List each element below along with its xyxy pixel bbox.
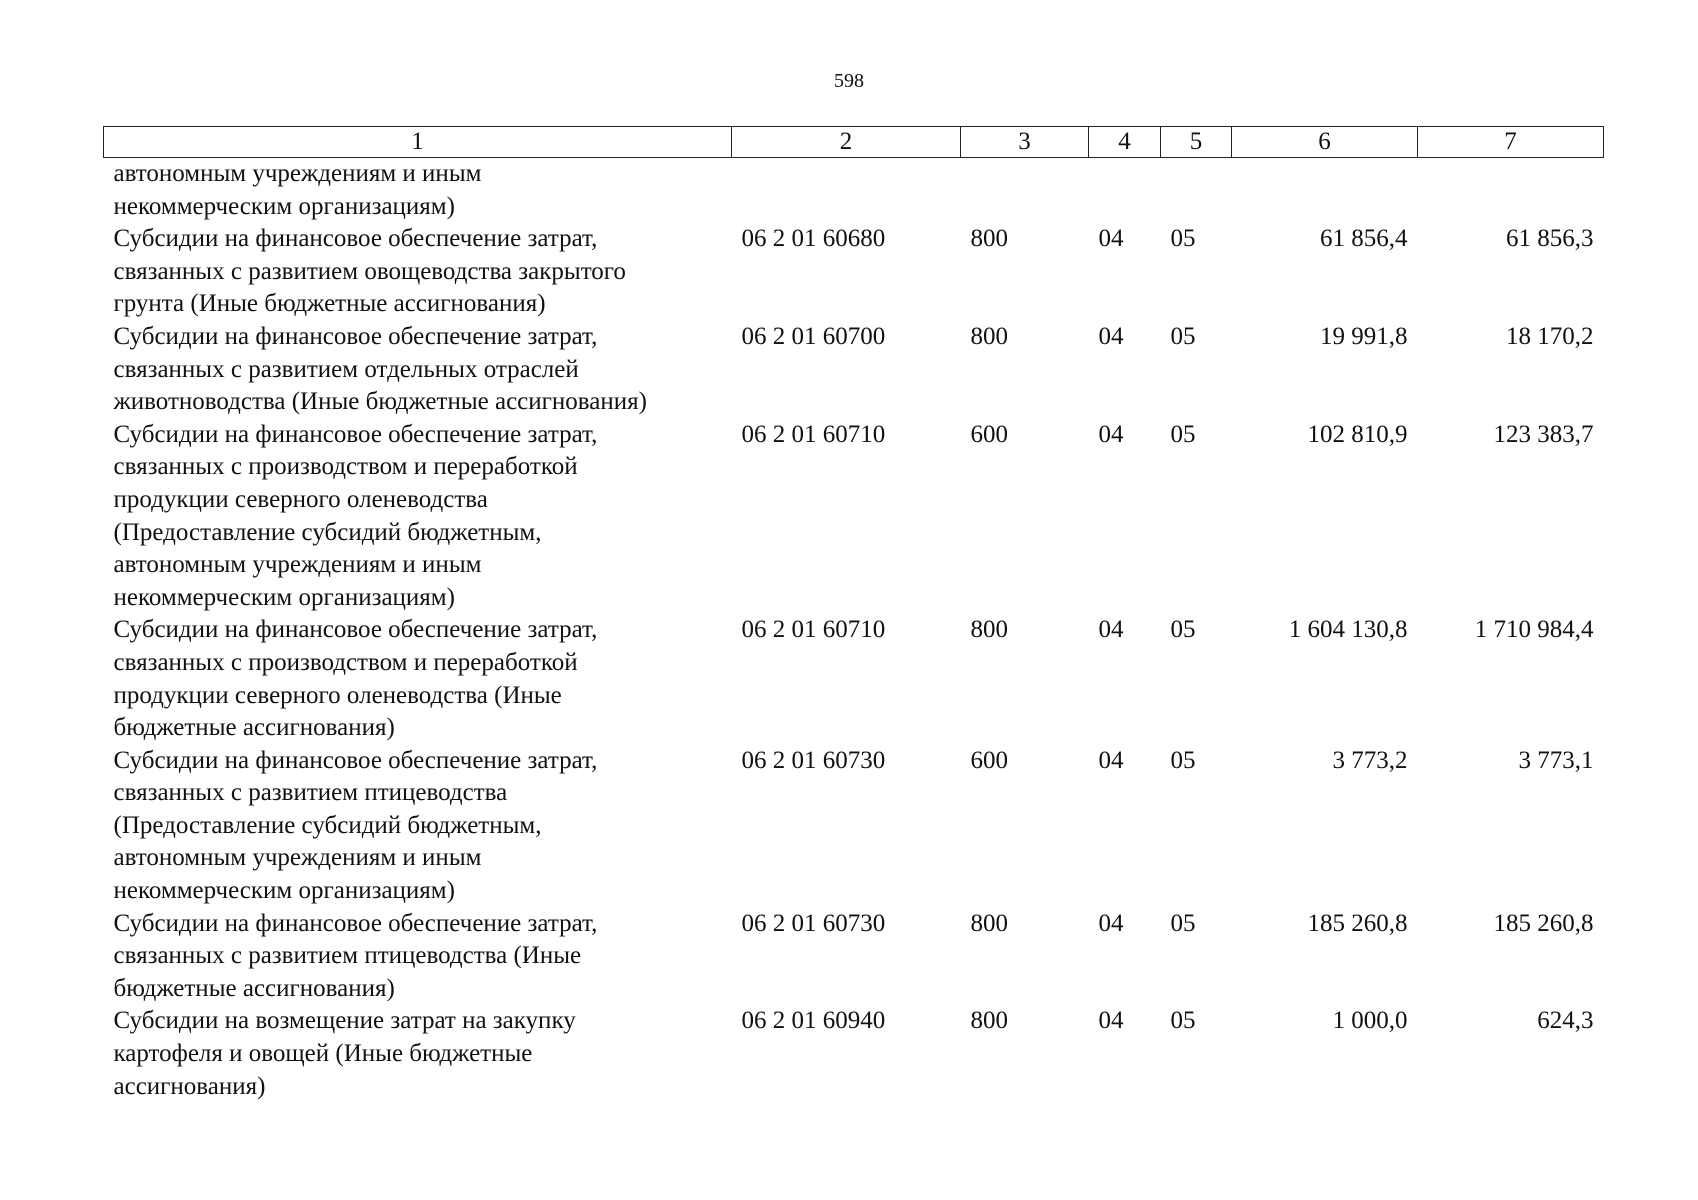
- row-name: Субсидии на финансовое обеспечение затрат, связанных с развитием отдельных отраслей животноводства (Иные бюджетные ассигнования): [113, 322, 647, 416]
- row-target-article: 06 2 01 60730: [741, 909, 886, 937]
- row-expense-type: 800: [970, 225, 1008, 253]
- row-section: 04: [1098, 322, 1124, 350]
- row-target-article: [732, 158, 961, 224]
- table-row: [104, 158, 1604, 224]
- table-row: [104, 419, 1604, 615]
- row-expense-type: [961, 158, 1089, 224]
- row-target-article: 06 2 01 60710: [741, 420, 886, 448]
- header-row: [104, 127, 1604, 158]
- row-section: 04: [1098, 420, 1124, 448]
- row-sum-2: 185 260,8: [1493, 909, 1594, 937]
- row-sum-1: [1232, 158, 1418, 224]
- row-sum-1: 3 773,2: [1332, 746, 1408, 774]
- row-section: [1089, 158, 1161, 224]
- row-sum-1: 102 810,9: [1307, 420, 1408, 448]
- row-subsection: 05: [1170, 746, 1196, 774]
- table-row: [104, 1005, 1604, 1103]
- row-section: 04: [1098, 746, 1124, 774]
- column-header-3: 3: [961, 127, 1089, 158]
- row-sum-2: 3 773,1: [1518, 746, 1594, 774]
- column-header-2: 2: [732, 127, 961, 158]
- row-sum-2: 624,3: [1537, 1007, 1594, 1035]
- row-subsection: 05: [1170, 1007, 1196, 1035]
- row-name: Субсидии на возмещение затрат на закупку картофеля и овощей (Иные бюджетные ассигнования): [113, 1007, 576, 1100]
- row-sum-1: 1 604 130,8: [1288, 616, 1408, 644]
- table-row: [104, 223, 1604, 321]
- row-subsection: 05: [1170, 322, 1196, 350]
- row-section: 04: [1098, 909, 1124, 937]
- row-sum-1: 1 000,0: [1332, 1007, 1408, 1035]
- row-target-article: 06 2 01 60680: [741, 225, 886, 253]
- table-row: [104, 614, 1604, 744]
- row-subsection: 05: [1170, 909, 1196, 937]
- row-sum-1: 19 991,8: [1320, 322, 1408, 350]
- row-target-article: 06 2 01 60700: [741, 322, 886, 350]
- row-name: Субсидии на финансовое обеспечение затрат, связанных с развитием птицеводства (Иные бюджетные ассигнования): [113, 909, 598, 1002]
- row-subsection: 05: [1170, 616, 1196, 644]
- page-number: 598: [834, 70, 864, 92]
- column-header-1: 1: [104, 127, 732, 158]
- row-expense-type: 800: [970, 616, 1008, 644]
- table-row: [104, 908, 1604, 1006]
- row-name: Субсидии на финансовое обеспечение затрат, связанных с производством и переработкой продукции северного оленеводства (Предоставление субсидий бюджетным, автономным учреждениям и иным некоммерческим организациям): [113, 420, 598, 611]
- column-header-5: 5: [1161, 127, 1232, 158]
- row-sum-2: 123 383,7: [1493, 420, 1594, 448]
- budget-table: [103, 126, 1604, 1103]
- row-section: 04: [1098, 616, 1124, 644]
- column-header-6: 6: [1232, 127, 1418, 158]
- row-name: Субсидии на финансовое обеспечение затрат, связанных с развитием овощеводства закрытого грунта (Иные бюджетные ассигнования): [113, 225, 626, 318]
- row-section: 04: [1098, 1007, 1124, 1035]
- row-sum-2: 61 856,3: [1506, 225, 1594, 253]
- column-header-7: 7: [1418, 127, 1604, 158]
- column-header-4: 4: [1089, 127, 1161, 158]
- row-name: Субсидии на финансовое обеспечение затрат, связанных с развитием птицеводства (Предоставление субсидий бюджетным, автономным учреждениям и иным некоммерческим организациям): [113, 746, 598, 905]
- row-sum-2: [1418, 158, 1604, 224]
- row-expense-type: 600: [970, 746, 1008, 774]
- table-row: [104, 745, 1604, 908]
- row-target-article: 06 2 01 60730: [741, 746, 886, 774]
- row-expense-type: 800: [970, 909, 1008, 937]
- row-section: 04: [1098, 225, 1124, 253]
- row-subsection: 05: [1170, 225, 1196, 253]
- row-sum-1: 185 260,8: [1307, 909, 1408, 937]
- row-expense-type: 800: [970, 322, 1008, 350]
- row-expense-type: 600: [970, 420, 1008, 448]
- row-sum-2: 1 710 984,4: [1474, 616, 1594, 644]
- row-expense-type: 800: [970, 1007, 1008, 1035]
- row-target-article: 06 2 01 60710: [741, 616, 886, 644]
- row-sum-1: 61 856,4: [1320, 225, 1408, 253]
- row-sum-2: 18 170,2: [1506, 322, 1594, 350]
- row-target-article: 06 2 01 60940: [741, 1007, 886, 1035]
- row-name: автономным учреждениям и иным некоммерческим организациям): [113, 160, 482, 220]
- row-subsection: [1161, 158, 1232, 224]
- table-row: [104, 321, 1604, 419]
- row-subsection: 05: [1170, 420, 1196, 448]
- row-name: Субсидии на финансовое обеспечение затрат, связанных с производством и переработкой продукции северного оленеводства (Иные бюджетные ассигнования): [113, 616, 598, 742]
